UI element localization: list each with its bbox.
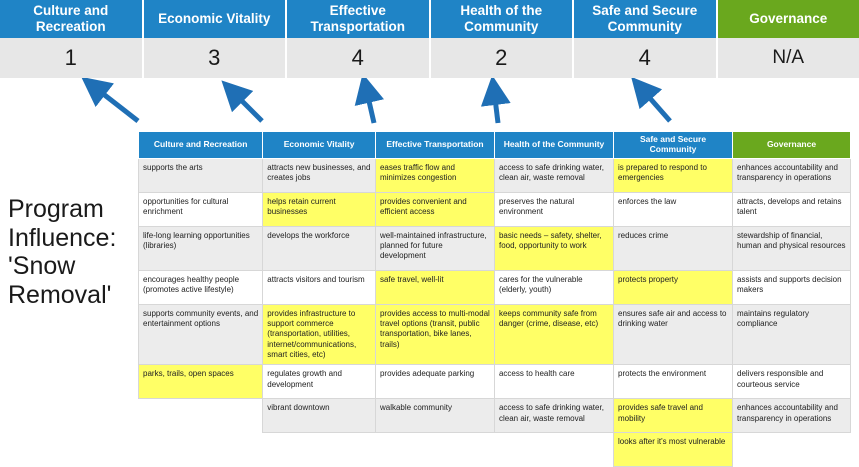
matrix-cell: stewardship of financial, human and physical resources bbox=[733, 226, 851, 270]
matrix-cell: is prepared to respond to emergencies bbox=[614, 158, 733, 192]
arrow-up-left-icon-1 bbox=[93, 86, 138, 121]
matrix-cell: eases traffic flow and minimizes congestion bbox=[375, 158, 494, 192]
matrix-cell: walkable community bbox=[375, 399, 494, 433]
summary-header-governance: Governance bbox=[718, 0, 859, 38]
matrix-cell: well-maintained infrastructure, planned for future development bbox=[375, 226, 494, 270]
summary-score-row bbox=[0, 38, 859, 78]
matrix-cell: delivers responsible and courteous service bbox=[733, 365, 851, 399]
matrix-cell: safe travel, well-lit bbox=[375, 270, 494, 304]
table-row bbox=[139, 158, 851, 192]
matrix-cell: encourages healthy people (promotes active lifestyle) bbox=[139, 270, 263, 304]
matrix-header-row bbox=[139, 132, 851, 159]
summary-score-governance: N/A bbox=[718, 38, 859, 78]
matrix-cell: attracts new businesses, and creates jobs bbox=[263, 158, 376, 192]
matrix-cell: helps retain current businesses bbox=[263, 192, 376, 226]
summary-header-economic: Economic Vitality bbox=[144, 0, 288, 38]
matrix-cell bbox=[375, 433, 494, 467]
table-row bbox=[139, 192, 851, 226]
matrix-cell bbox=[494, 433, 613, 467]
matrix-cell: basic needs – safety, shelter, food, opportunity to work bbox=[494, 226, 613, 270]
matrix-header-governance: Governance bbox=[733, 132, 851, 159]
program-influence-label: Program Influence: 'Snow Removal' bbox=[8, 195, 133, 309]
table-row bbox=[139, 433, 851, 467]
matrix-cell: enforces the law bbox=[614, 192, 733, 226]
matrix-cell: supports the arts bbox=[139, 158, 263, 192]
matrix-cell: develops the workforce bbox=[263, 226, 376, 270]
matrix-header-economic: Economic Vitality bbox=[263, 132, 376, 159]
summary-header-safe: Safe and Secure Community bbox=[574, 0, 718, 38]
arrow-up-left-icon-4 bbox=[494, 90, 498, 123]
matrix-cell: attracts, develops and retains talent bbox=[733, 192, 851, 226]
matrix-cell: enhances accountability and transparency in operations bbox=[733, 158, 851, 192]
matrix-cell: protects the environment bbox=[614, 365, 733, 399]
table-row bbox=[139, 270, 851, 304]
matrix-cell: cares for the vulnerable (elderly, youth) bbox=[494, 270, 613, 304]
table-row bbox=[139, 226, 851, 270]
matrix-cell: provides adequate parking bbox=[375, 365, 494, 399]
summary-header-row bbox=[0, 0, 859, 38]
influence-arrows bbox=[0, 78, 859, 130]
summary-score-culture: 1 bbox=[0, 38, 144, 78]
arrow-up-left-icon-2 bbox=[232, 91, 262, 121]
matrix-cell: opportunities for cultural enrichment bbox=[139, 192, 263, 226]
matrix-cell: life-long learning opportunities (libraries) bbox=[139, 226, 263, 270]
matrix-cell: looks after it's most vulnerable bbox=[614, 433, 733, 467]
matrix-cell bbox=[139, 433, 263, 467]
matrix-cell: ensures safe air and access to drinking water bbox=[614, 304, 733, 365]
results-matrix-table bbox=[138, 131, 851, 467]
table-row bbox=[139, 365, 851, 399]
matrix-cell bbox=[733, 433, 851, 467]
summary-strip bbox=[0, 0, 859, 78]
summary-score-economic: 3 bbox=[144, 38, 288, 78]
summary-score-safe: 4 bbox=[574, 38, 718, 78]
matrix-cell: provides safe travel and mobility bbox=[614, 399, 733, 433]
matrix-header-transportation: Effective Transportation bbox=[375, 132, 494, 159]
matrix-header-safe: Safe and Secure Community bbox=[614, 132, 733, 159]
summary-header-transportation: Effective Transportation bbox=[287, 0, 431, 38]
matrix-cell: attracts visitors and tourism bbox=[263, 270, 376, 304]
matrix-cell: access to safe drinking water, clean air, waste removal bbox=[494, 399, 613, 433]
summary-header-culture: Culture and Recreation bbox=[0, 0, 144, 38]
matrix-cell: vibrant downtown bbox=[263, 399, 376, 433]
arrow-up-left-icon-5 bbox=[641, 88, 670, 121]
matrix-cell: keeps community safe from danger (crime, disease, etc) bbox=[494, 304, 613, 365]
matrix-cell: maintains regulatory compliance bbox=[733, 304, 851, 365]
matrix-cell: assists and supports decision makers bbox=[733, 270, 851, 304]
matrix-header-health: Health of the Community bbox=[494, 132, 613, 159]
matrix-cell: provides access to multi-modal travel options (transit, public transportation, bike lanes, trails) bbox=[375, 304, 494, 365]
matrix-header-culture: Culture and Recreation bbox=[139, 132, 263, 159]
table-row bbox=[139, 304, 851, 365]
summary-header-health: Health of the Community bbox=[431, 0, 575, 38]
matrix-cell: preserves the natural environment bbox=[494, 192, 613, 226]
arrow-up-left-icon-3 bbox=[366, 88, 374, 123]
matrix-cell: provides convenient and efficient access bbox=[375, 192, 494, 226]
summary-score-transportation: 4 bbox=[287, 38, 431, 78]
table-row bbox=[139, 399, 851, 433]
matrix-cell: regulates growth and development bbox=[263, 365, 376, 399]
matrix-cell: reduces crime bbox=[614, 226, 733, 270]
matrix-cell bbox=[263, 433, 376, 467]
matrix-cell bbox=[139, 399, 263, 433]
matrix-cell: supports community events, and entertainment options bbox=[139, 304, 263, 365]
matrix-cell: access to health care bbox=[494, 365, 613, 399]
matrix-cell: access to safe drinking water, clean air, waste removal bbox=[494, 158, 613, 192]
matrix-cell: protects property bbox=[614, 270, 733, 304]
matrix-cell: parks, trails, open spaces bbox=[139, 365, 263, 399]
matrix-cell: provides infrastructure to support commerce (transportation, utilities, internet/communications, smart cities, etc) bbox=[263, 304, 376, 365]
matrix-cell: enhances accountability and transparency in operations bbox=[733, 399, 851, 433]
summary-score-health: 2 bbox=[431, 38, 575, 78]
